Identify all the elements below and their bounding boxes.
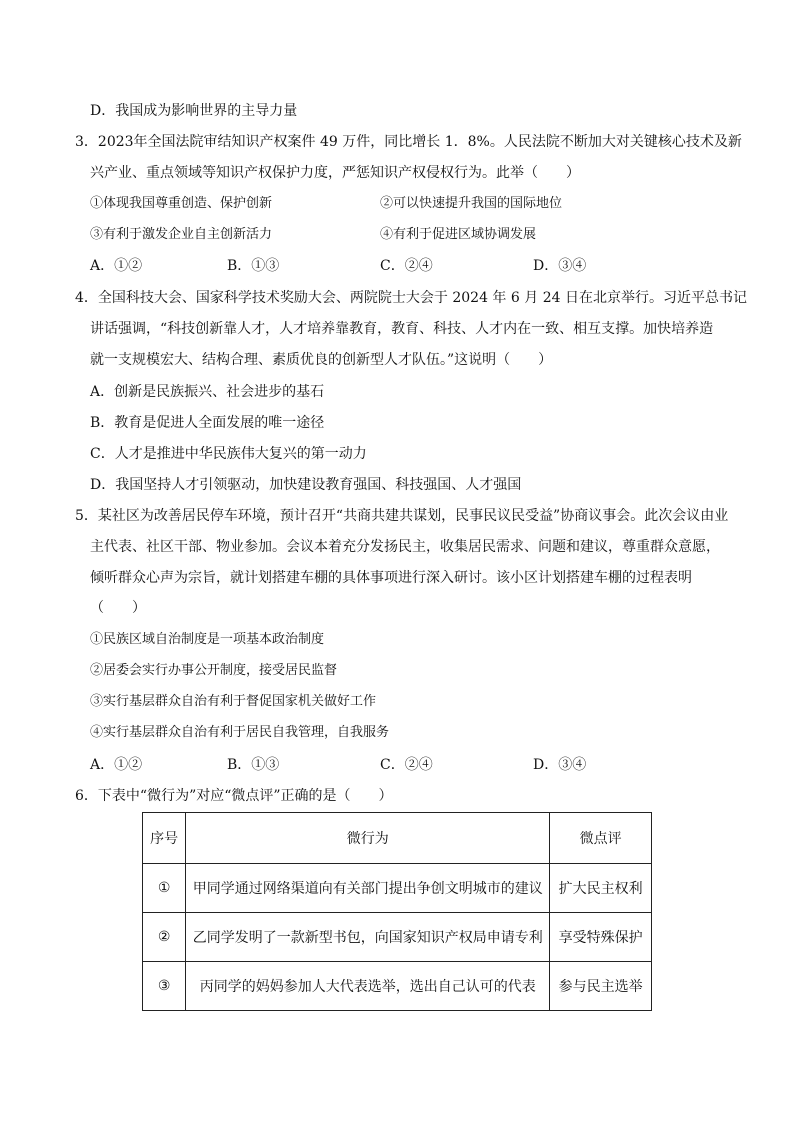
q5-stem-line3: 倾听群众心声为宗旨，就计划搭建车棚的具体事项进行深入研讨。该小区计划搭建车棚的过程表明	[90, 570, 692, 586]
q4-option-d: D．我国坚持人才引领驱动，加快建设教育强国、科技强国、人才强国	[90, 477, 522, 493]
q4-option-a: A．创新是民族振兴、社会进步的基石	[90, 384, 325, 400]
q4-option-b: B．教育是促进人全面发展的唯一途径	[90, 415, 325, 431]
row-behavior: 甲同学通过网络渠道向有关部门提出争创文明城市的建议	[186, 864, 550, 913]
table-row	[143, 913, 652, 962]
row-behavior: 丙同学的妈妈参加人大代表选举，选出自己认可的代表	[186, 962, 550, 1011]
table-header-row	[143, 813, 652, 864]
q5-statement-2: ②居委会实行办事公开制度，接受居民监督	[90, 663, 338, 678]
row-index: ③	[143, 962, 186, 1011]
q4-stem-line1: 4．全国科技大会、国家科学技术奖励大会、两院院士大会于 2024 年 6 月 24 日在北京举行。习近平总书记	[75, 290, 747, 306]
q4-option-c: C．人才是推进中华民族伟大复兴的第一动力	[90, 446, 367, 462]
q5-statement-1: ①民族区域自治制度是一项基本政治制度	[90, 632, 325, 647]
table-row	[143, 864, 652, 913]
q3-option-b: B．①③	[227, 258, 280, 274]
row-index: ②	[143, 913, 186, 962]
q3-stem-line1: 3．2023年全国法院审结知识产权案件 49 万件，同比增长 1．8%。人民法院不断加大对关键核心技术及新	[75, 134, 742, 150]
q3-option-d: D．③④	[533, 258, 587, 274]
q3-statement-1: ①体现我国尊重创造、保护创新	[90, 196, 273, 211]
row-index: ①	[143, 864, 186, 913]
q5-stem-line4: （ ）	[90, 600, 146, 616]
q5-stem-line2: 主代表、社区干部、物业参加。会议本着充分发扬民主，收集居民需求、问题和建议，尊重群众意愿，	[90, 539, 720, 555]
q5-statement-4: ④实行基层群众自治有利于居民自我管理，自我服务	[90, 725, 390, 740]
q4-stem-line2: 讲话强调，“科技创新靠人才，人才培养靠教育，教育、科技、人才内在一致、相互支撑。加快培养造	[90, 321, 714, 337]
q3-option-c: C．②④	[380, 258, 433, 274]
header-comment: 微点评	[550, 813, 652, 864]
q3-option-a: A．①②	[90, 258, 143, 274]
q5-statement-3: ③实行基层群众自治有利于督促国家机关做好工作	[90, 694, 377, 709]
q5-option-b: B．①③	[227, 757, 280, 773]
q5-option-d: D．③④	[533, 757, 587, 773]
header-index: 序号	[143, 813, 186, 864]
q6-table	[142, 812, 652, 1011]
q2-option-d: D．我国成为影响世界的主导力量	[90, 103, 298, 119]
table-row	[143, 962, 652, 1011]
q5-option-a: A．①②	[90, 757, 143, 773]
q5-option-c: C．②④	[380, 757, 433, 773]
q3-stem-line2: 兴产业、重点领域等知识产权保护力度，严惩知识产权侵权行为。此举（ ）	[90, 165, 580, 181]
row-comment: 扩大民主权利	[550, 864, 652, 913]
q3-statement-4: ④有利于促进区域协调发展	[380, 227, 537, 242]
row-comment: 享受特殊保护	[550, 913, 652, 962]
q5-stem-line1: 5．某社区为改善居民停车环境，预计召开“共商共建共谋划，民事民议民受益”协商议事会。此次会议由业	[75, 508, 729, 524]
row-comment: 参与民主选举	[550, 962, 652, 1011]
header-behavior: 微行为	[186, 813, 550, 864]
q4-stem-line3: 就一支规模宏大、结构合理、素质优良的创新型人才队伍。”这说明（ ）	[90, 352, 553, 368]
q3-statement-2: ②可以快速提升我国的国际地位	[380, 196, 563, 211]
row-behavior: 乙同学发明了一款新型书包，向国家知识产权局申请专利	[186, 913, 550, 962]
q6-stem: 6．下表中“微行为”对应“微点评”正确的是（ ）	[75, 788, 393, 804]
q3-statement-3: ③有利于激发企业自主创新活力	[90, 227, 273, 242]
